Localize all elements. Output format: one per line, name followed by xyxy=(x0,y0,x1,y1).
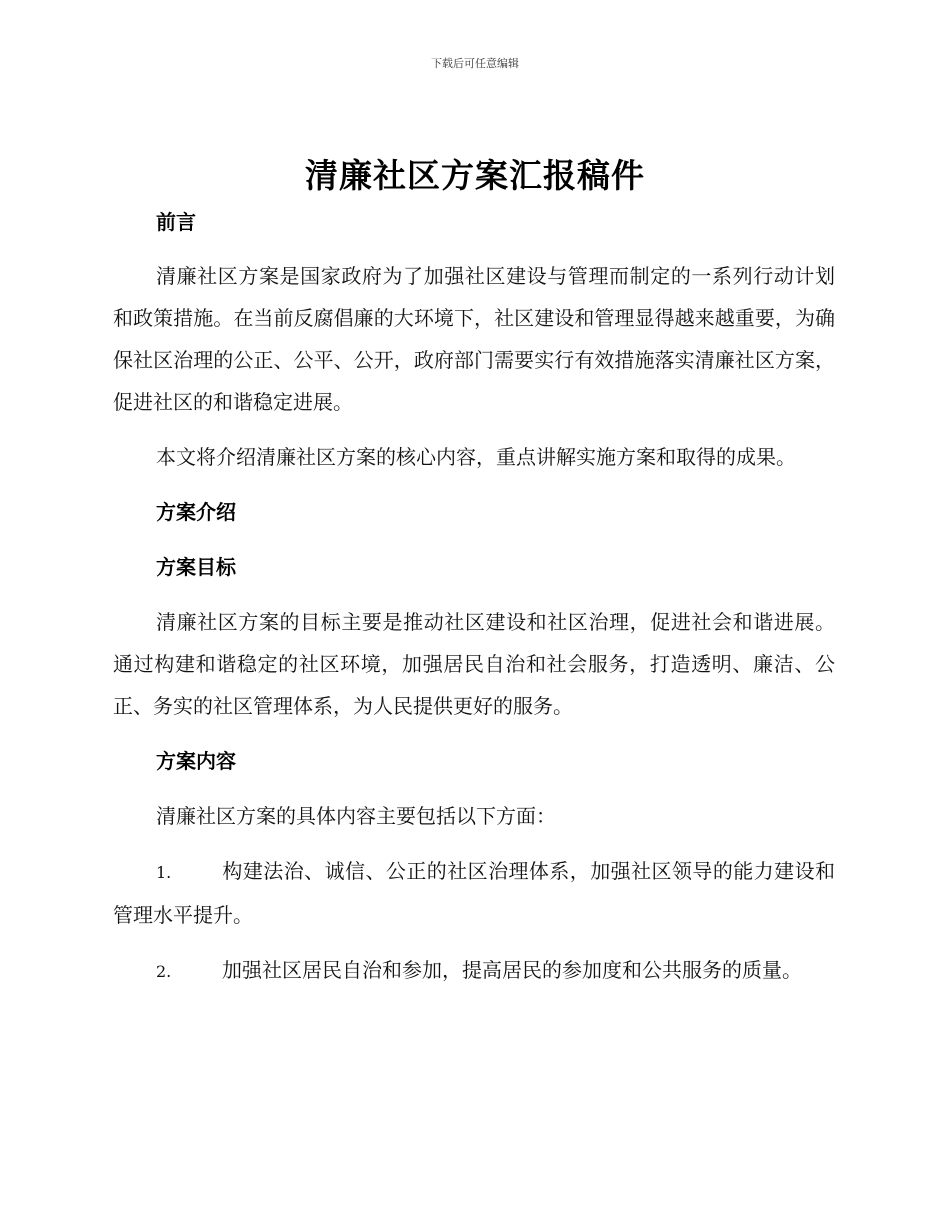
document-body xyxy=(113,201,835,993)
preface-heading: 前言 xyxy=(156,210,196,234)
list-item-number: 1. xyxy=(156,863,172,882)
list-item-number: 2. xyxy=(156,962,172,981)
list-item xyxy=(113,949,835,993)
goal-paragraph: 清廉社区方案的目标主要是推动社区建设和社区治理，促进社会和谐进展。通过构建和谐稳定的社区环境，加强居民自治和社会服务，打造透明、廉洁、公正、务实的社区管理体系，为人民提供更好的服务。 xyxy=(113,610,835,718)
content-heading: 方案内容 xyxy=(156,749,236,773)
goal-heading: 方案目标 xyxy=(156,555,236,579)
intro-heading: 方案介绍 xyxy=(156,500,236,524)
list-item-text: 构建法治、诚信、公正的社区治理体系，加强社区领导的能力建设和管理水平提升。 xyxy=(113,859,835,927)
header-note: 下载后可任意编辑 xyxy=(431,57,519,70)
preface-paragraph-1: 清廉社区方案是国家政府为了加强社区建设与管理而制定的一系列行动计划和政策措施。在当前反腐倡廉的大环境下，社区建设和管理显得越来越重要，为确保社区治理的公正、公平、公开，政府部门需要实行有效措施落实清廉社区方案，促进社区的和谐稳定进展。 xyxy=(113,264,835,414)
preface-paragraph-2: 本文将介绍清廉社区方案的核心内容，重点讲解实施方案和取得的成果。 xyxy=(156,445,796,469)
list-item-text: 加强社区居民自治和参加，提高居民的参加度和公共服务的质量。 xyxy=(222,958,802,982)
list-item xyxy=(113,850,835,936)
content-paragraph: 清廉社区方案的具体内容主要包括以下方面： xyxy=(156,804,556,828)
document-title: 清廉社区方案汇报稿件 xyxy=(305,156,645,195)
